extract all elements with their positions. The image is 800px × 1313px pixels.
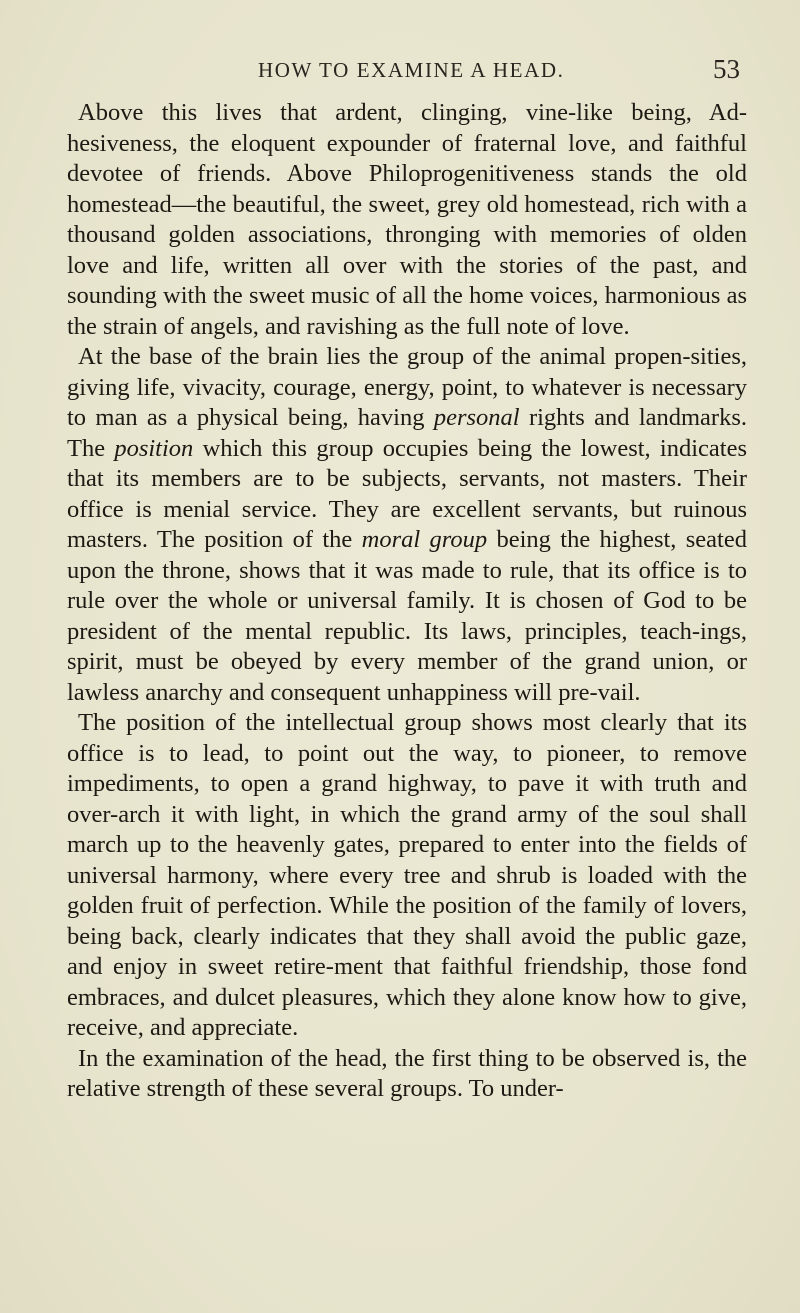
paragraph-text: which this group occupies being the lowest, indicates that its members are to be subjects, servants, not masters. Their office is menial service. They are excellent servants, but ruinous masters. The position of the bbox=[67, 434, 747, 553]
paragraph-text: Above this lives that ardent, clinging, vine-like being, Ad-hesiveness, the eloquent expounder of fraternal love, and faithful devotee of friends. Above Philoprogenitiveness stands the old homestead—the beautiful, the sweet, grey old homestead, rich with a thousand golden associations, thronging with memories of olden love and life, written all over with the stories of the past, and sounding with the sweet music of all the home voices, harmonious as the strain of angels, and ravishing as the full note of love. bbox=[67, 99, 747, 340]
paragraph-examination bbox=[67, 1044, 747, 1105]
paragraph-text: being the highest, seated upon the throne, shows that it was made to rule, that its office is to rule over the whole or universal family. It is chosen of God to be president of the mental republic. Its laws, principles, teach-ings, spirit, must be obeyed by every member of the grand union, or lawless anarchy and consequent unhappiness will pre-vail. bbox=[67, 526, 747, 706]
paragraph-adhesiveness bbox=[67, 98, 747, 342]
paragraph-animal-propensities bbox=[67, 342, 747, 708]
running-title: HOW TO EXAMINE A HEAD. bbox=[258, 58, 565, 82]
paragraph-text: In the examination of the head, the first thing to be observed is, the relative strength of these several groups. To under- bbox=[67, 1044, 747, 1102]
body-text bbox=[67, 98, 747, 1105]
paragraph-text: rights and landmarks. The bbox=[67, 404, 747, 462]
paragraph-text: The position of the intellectual group shows most clearly that its office is to lead, to point out the way, to pioneer, to remove impediments, to open a grand highway, to pave it with truth and over-arch it with light, in which the grand army of the soul shall march up to the heavenly gates, prepared to enter into the fields of universal harmony, where every tree and shrub is loaded with the golden fruit of perfection. While the position of the family of lovers, being back, clearly indicates that they shall avoid the public gaze, and enjoy in sweet retire-ment that faithful friendship, those fond embraces, and dulcet pleasures, which they alone know how to give, receive, and appreciate. bbox=[67, 709, 747, 1041]
emphasis-position: position bbox=[114, 434, 194, 462]
paragraph-intellectual-group bbox=[67, 708, 747, 1044]
page-number: 53 bbox=[713, 54, 740, 84]
emphasis-moral-group: moral group bbox=[361, 526, 488, 553]
running-head bbox=[0, 54, 800, 94]
emphasis-personal: personal bbox=[433, 404, 520, 431]
paragraph-text: At the base of the brain lies the group of the animal propen-sities, giving life, vivacity, courage, energy, point, to whatever is necessary to man as a physical being, having bbox=[67, 343, 747, 431]
